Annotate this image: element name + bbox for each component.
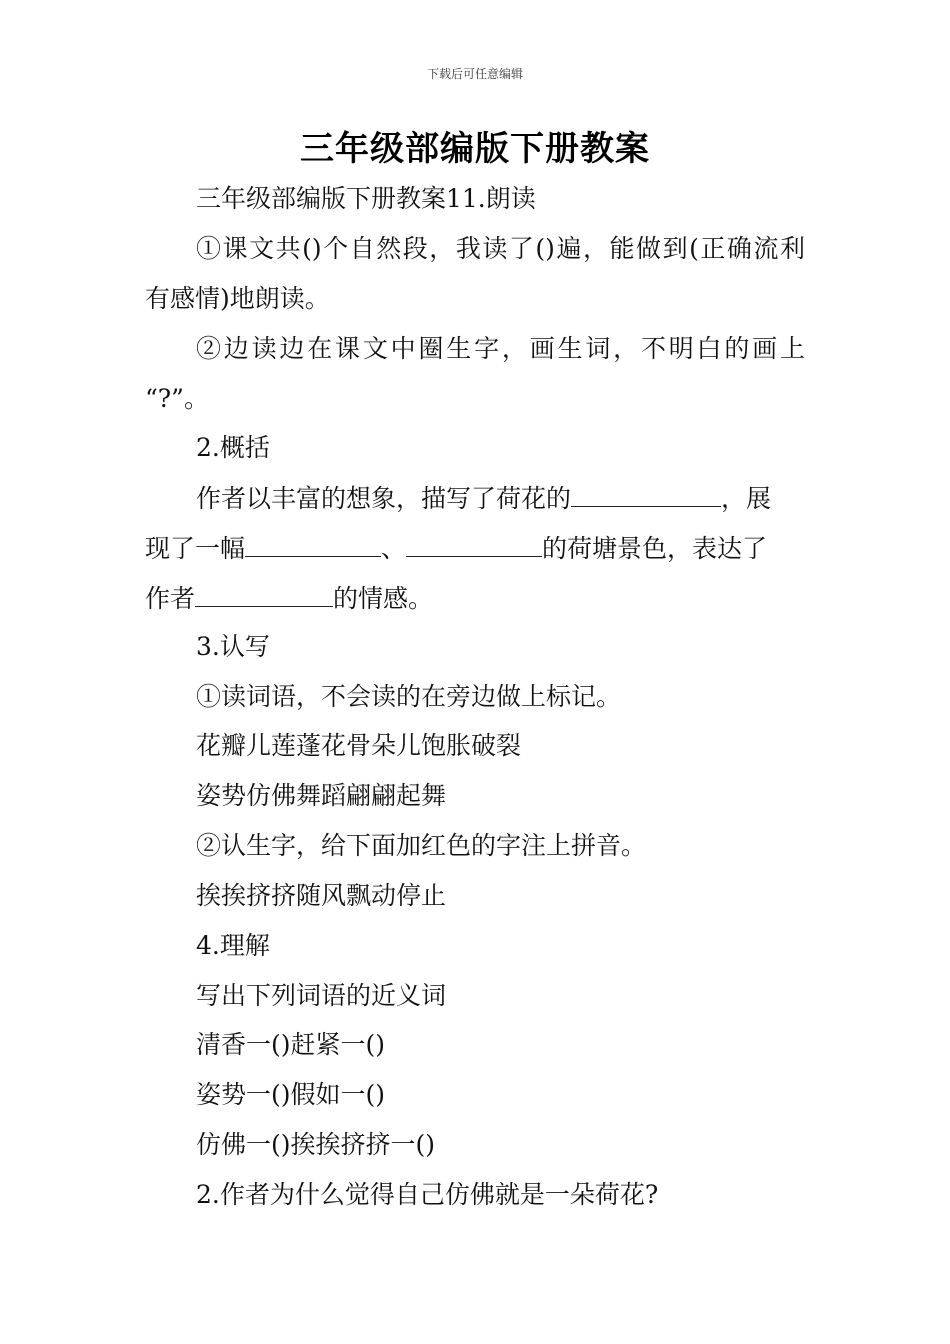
summary-text-e: 的荷塘景色，表达了 [542,534,768,563]
summary-text-a: 作者以丰富的想象，描写了荷花的 [196,484,572,513]
fill-in-blank-3[interactable] [406,530,542,557]
subtitle: 三年级部编版下册教案11.朗读 [196,184,536,213]
section-heading-understanding: 4.理解 [196,931,270,960]
synonym-row-2: 姿势一()假如一() [196,1080,386,1109]
summary-text-c: 现了一幅 [145,534,246,563]
word-list-3: 挨挨挤挤随风飘动停止 [196,881,447,910]
fill-in-blank-2[interactable] [245,530,381,557]
summary-text-b: ，展 [721,484,772,513]
page-title: 三年级部编版下册教案 [300,129,650,169]
summary-text-f: 作者 [145,584,196,613]
summary-line-2 [145,530,767,567]
section-heading-writing: 3.认写 [196,632,270,661]
writing-item-1: ①读词语，不会读的在旁边做上标记。 [196,682,622,711]
summary-text-d: 、 [381,534,407,563]
writing-item-2: ②认生字，给下面加红色的字注上拼音。 [196,831,647,860]
summary-line-3 [145,580,433,617]
fill-in-blank-4[interactable] [195,580,333,607]
question-2: 2.作者为什么觉得自己仿佛就是一朵荷花? [196,1180,659,1209]
synonym-row-3: 仿佛一()挨挨挤挤一() [196,1130,436,1159]
paragraph-1-line-1: ①课文共()个自然段，我读了()遍，能做到(正确流利 [196,234,805,263]
word-list-1: 花瓣儿莲蓬花骨朵儿饱胀破裂 [196,731,522,760]
word-list-2: 姿势仿佛舞蹈翩翩起舞 [196,781,447,810]
paragraph-1-line-2: 有感情)地朗读。 [145,284,330,313]
paragraph-2-line-2: “?”。 [145,384,209,413]
section-heading-summary: 2.概括 [196,433,270,462]
fill-in-blank-1[interactable] [571,480,721,507]
summary-text-g: 的情感。 [333,584,434,613]
header-note: 下载后可任意编辑 [426,67,523,81]
understanding-item-1: 写出下列词语的近义词 [196,981,447,1010]
summary-line-1 [196,480,771,517]
synonym-row-1: 清香一()赶紧一() [196,1030,386,1059]
paragraph-2-line-1: ②边读边在课文中圈生字，画生词，不明白的画上 [196,334,805,363]
